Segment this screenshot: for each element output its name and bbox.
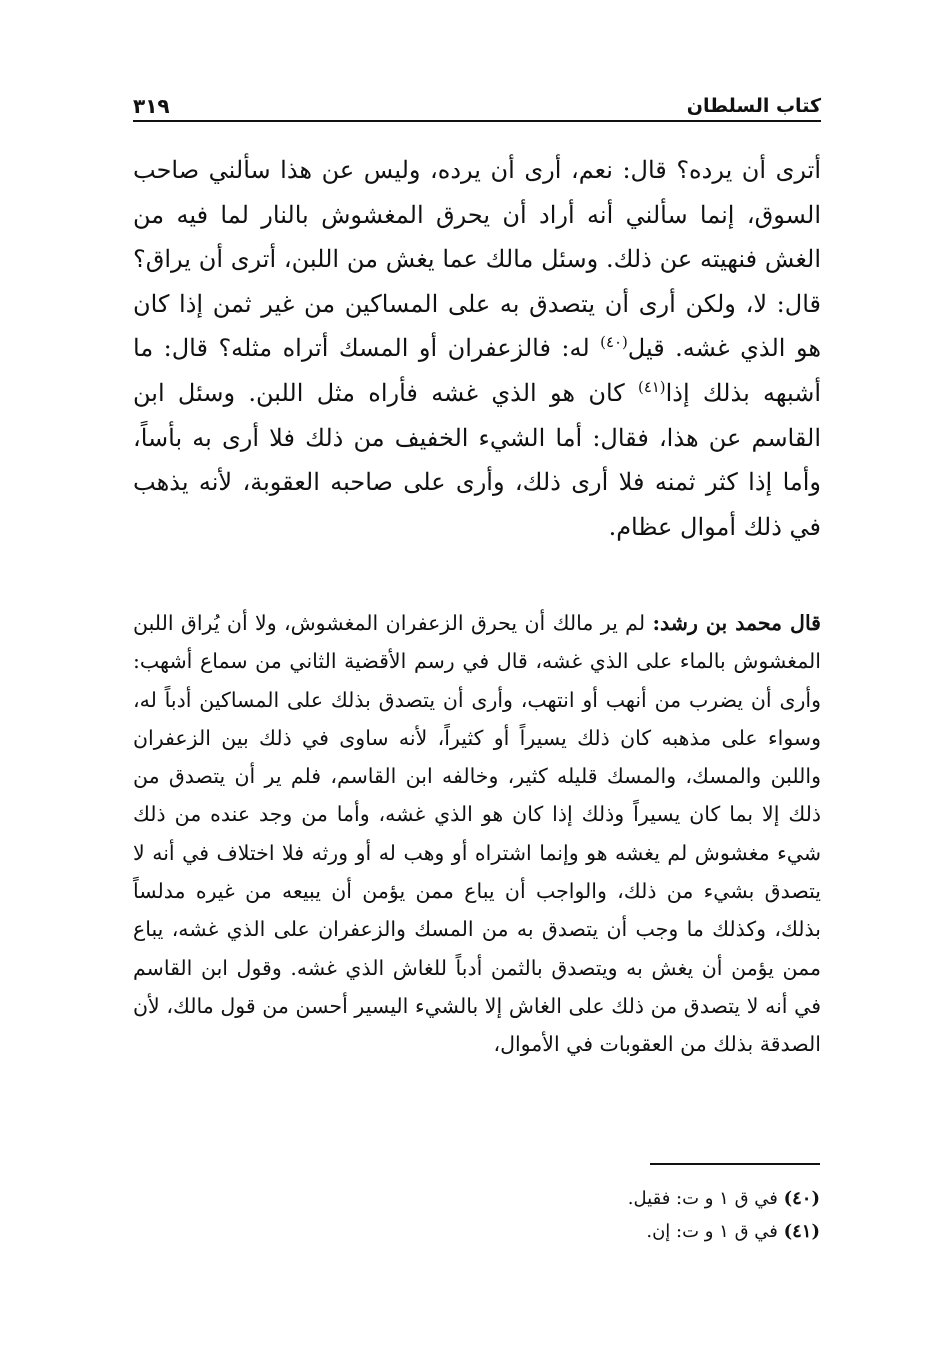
main-text [133,148,821,549]
running-title: كتاب السلطان [686,95,821,117]
main-text-part: أترى أن يرده؟ قال: نعم، أرى أن يرده، وليس عن هذا سألني صاحب السوق، إنما سألني أنه أراد أن يحرق المغشوش بالنار لما فيه من الغش فنهيته عن ذلك. وسئل مالك عما يغش من اللبن، أترى أن يراق؟ قال: لا، ولكن أرى أن يتصدق به على المساكين من غير ثمن إذا كان هو الذي غشه. قيل [133,156,821,363]
footnote-rule [650,1163,820,1165]
page-number: ٣١٩ [133,94,170,118]
main-paragraph [133,148,821,549]
footnotes [400,1182,820,1248]
footnote-number: (٤١) [783,1221,820,1242]
header-rule [133,120,821,122]
footnote-40 [400,1182,820,1215]
commentary-paragraph [133,604,821,1064]
footnote-text: في ق ١ و ت: إن. [646,1221,784,1242]
footnote-ref-40: (٤٠) [600,333,628,352]
main-text-part: له: فالزعفران أو المسك أتراه مثله؟ قال: ما أشبهه بذلك إذا [133,334,821,407]
commentary-text: لم ير مالك أن يحرق الزعفران المغشوش، ولا أن يُراق اللبن المغشوش بالماء على الذي غشه، قال في رسم الأقضية الثاني من سماع أشهب: وأرى أن يضرب من أنهب أو انتهب، وأرى أن يتصدق بذلك على المساكين أدباً له، وسواء على مذهبه كان ذلك يسيراً أو كثيراً، لأنه ساوى في ذلك بين الزعفران واللبن والمسك، والمسك قليله كثير، وخالفه ابن القاسم، فلم ير أن يتصدق من ذلك إلا بما كان يسيراً وذلك إذا كان هو الذي غشه، وأما من وجد عنده من ذلك شيء مغشوش لم يغشه هو وإنما اشتراه أو وهب له أو ورثه فلا اختلاف في أنه لا يتصدق بشيء من ذلك، والواجب أن يباع ممن يؤمن أن يبيعه من غيره مدلساً بذلك، وكذلك ما وجب أن يتصدق به من المسك والزعفران على الذي غشه، يباع ممن يؤمن أن يغش به ويتصدق بالثمن أدباً للغاش الذي غشه. وقول ابن القاسم في أنه لا يتصدق من ذلك على الغاش إلا بالشيء اليسير أحسن من قول مالك، لأن الصدقة بذلك من العقوبات في الأموال، [133,611,821,1057]
page-header [133,80,821,116]
footnote-number: (٤٠) [783,1188,820,1209]
main-text-part: كان هو الذي غشه فأراه مثل اللبن. وسئل ابن القاسم عن هذا، فقال: أما الشيء الخفيف من ذلك فلا أرى به بأساً، وأما إذا كثر ثمنه فلا أرى ذلك، وأرى على صاحبه العقوبة، لأنه يذهب في ذلك أموال عظام. [133,378,821,541]
footnote-text: في ق ١ و ت: فقيل. [627,1188,784,1209]
footnote-41 [400,1215,820,1248]
commentary-speaker: قال محمد بن رشد: [652,611,821,635]
commentary-section [133,604,821,1064]
footnote-ref-41: (٤١) [638,377,666,396]
